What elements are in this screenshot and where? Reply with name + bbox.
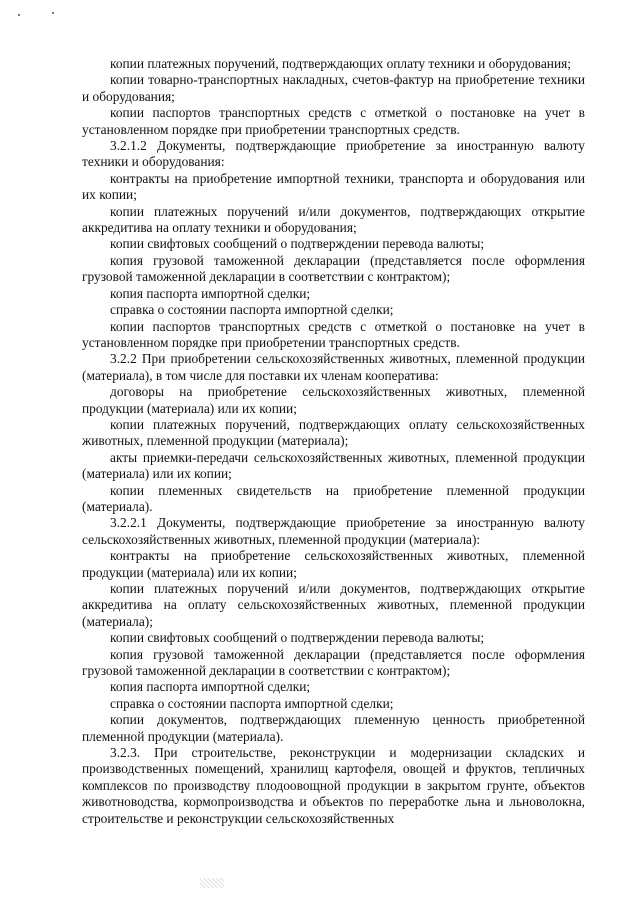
paragraph: 3.2.1.2 Документы, подтверждающие приобретение за иностранную валюту техники и оборудования:	[82, 138, 585, 170]
paragraph: копия паспорта импортной сделки;	[110, 679, 311, 695]
scan-mark	[52, 12, 54, 14]
scan-speck	[200, 878, 224, 888]
scan-mark	[18, 14, 20, 16]
paragraph: 3.2.3. При строительстве, реконструкции и модернизации складских и производственных помещений, хранилищ картофеля, овощей и фруктов, тепличных комплексов по производству плодоовощной продукции в закрытом грунте, объектов животноводства, кормопроизводства и объектов по переработке льна и льноволокна, строительстве и реконструкции сельскохозяйственных	[82, 745, 585, 826]
paragraph: справка о состоянии паспорта импортной сделки;	[110, 302, 394, 318]
paragraph: справка о состоянии паспорта импортной сделки;	[110, 695, 394, 711]
paragraph: 3.2.2 При приобретении сельскохозяйственных животных, племенной продукции (материала), в том числе для поставки их членам кооператива:	[82, 351, 585, 383]
paragraph: копии товарно-транспортных накладных, счетов-фактур на приобретение техники и оборудования;	[82, 72, 585, 104]
paragraph: копия паспорта импортной сделки;	[110, 285, 311, 301]
paragraph: копии племенных свидетельств на приобретение племенной продукции (материала).	[82, 482, 585, 514]
paragraph: копии свифтовых сообщений о подтверждении перевода валюты;	[110, 630, 485, 646]
paragraph: копии паспортов транспортных средств с отметкой о постановке на учет в установленном порядке при приобретении транспортных средств.	[82, 318, 585, 350]
document-body	[82, 56, 585, 827]
paragraph: копия грузовой таможенной декларации (представляется после оформления грузовой таможенной декларации в соответствии с контрактом);	[82, 646, 585, 679]
paragraph: копии паспортов транспортных средств с отметкой о постановке на учет в установленном порядке при приобретении транспортных средств.	[82, 105, 585, 137]
paragraph: копии платежных поручений и/или документов, подтверждающих открытие аккредитива на оплату техники и оборудования;	[82, 203, 585, 236]
paragraph: копия грузовой таможенной декларации (представляется после оформления грузовой таможенной декларации в соответствии с контрактом);	[82, 252, 585, 285]
paragraph: копии платежных поручений, подтверждающих оплату техники и оборудования;	[110, 56, 571, 71]
paragraph: договоры на приобретение сельскохозяйственных животных, племенной продукции (материала) или их копии;	[82, 384, 585, 416]
paragraph: копии платежных поручений и/или документов, подтверждающих открытие аккредитива на оплату сельскохозяйственных животных, племенной продукции (материала);	[82, 581, 585, 629]
paragraph: контракты на приобретение сельскохозяйственных животных, племенной продукции (материала) или их копии;	[82, 548, 585, 580]
paragraph: копии документов, подтверждающих племенную ценность приобретенной племенной продукции (материала).	[82, 712, 585, 744]
paragraph: копии свифтовых сообщений о подтверждении перевода валюты;	[110, 236, 485, 252]
paragraph: копии платежных поручений, подтверждающих оплату сельскохозяйственных животных, племенной продукции (материала);	[82, 416, 585, 449]
paragraph: акты приемки-передачи сельскохозяйственных животных, племенной продукции (материала) или их копии;	[82, 449, 585, 482]
paragraph: контракты на приобретение импортной техники, транспорта и оборудования или их копии;	[82, 170, 585, 203]
paragraph: 3.2.2.1 Документы, подтверждающие приобретение за иностранную валюту сельскохозяйственных животных, племенной продукции (материала):	[82, 515, 585, 547]
